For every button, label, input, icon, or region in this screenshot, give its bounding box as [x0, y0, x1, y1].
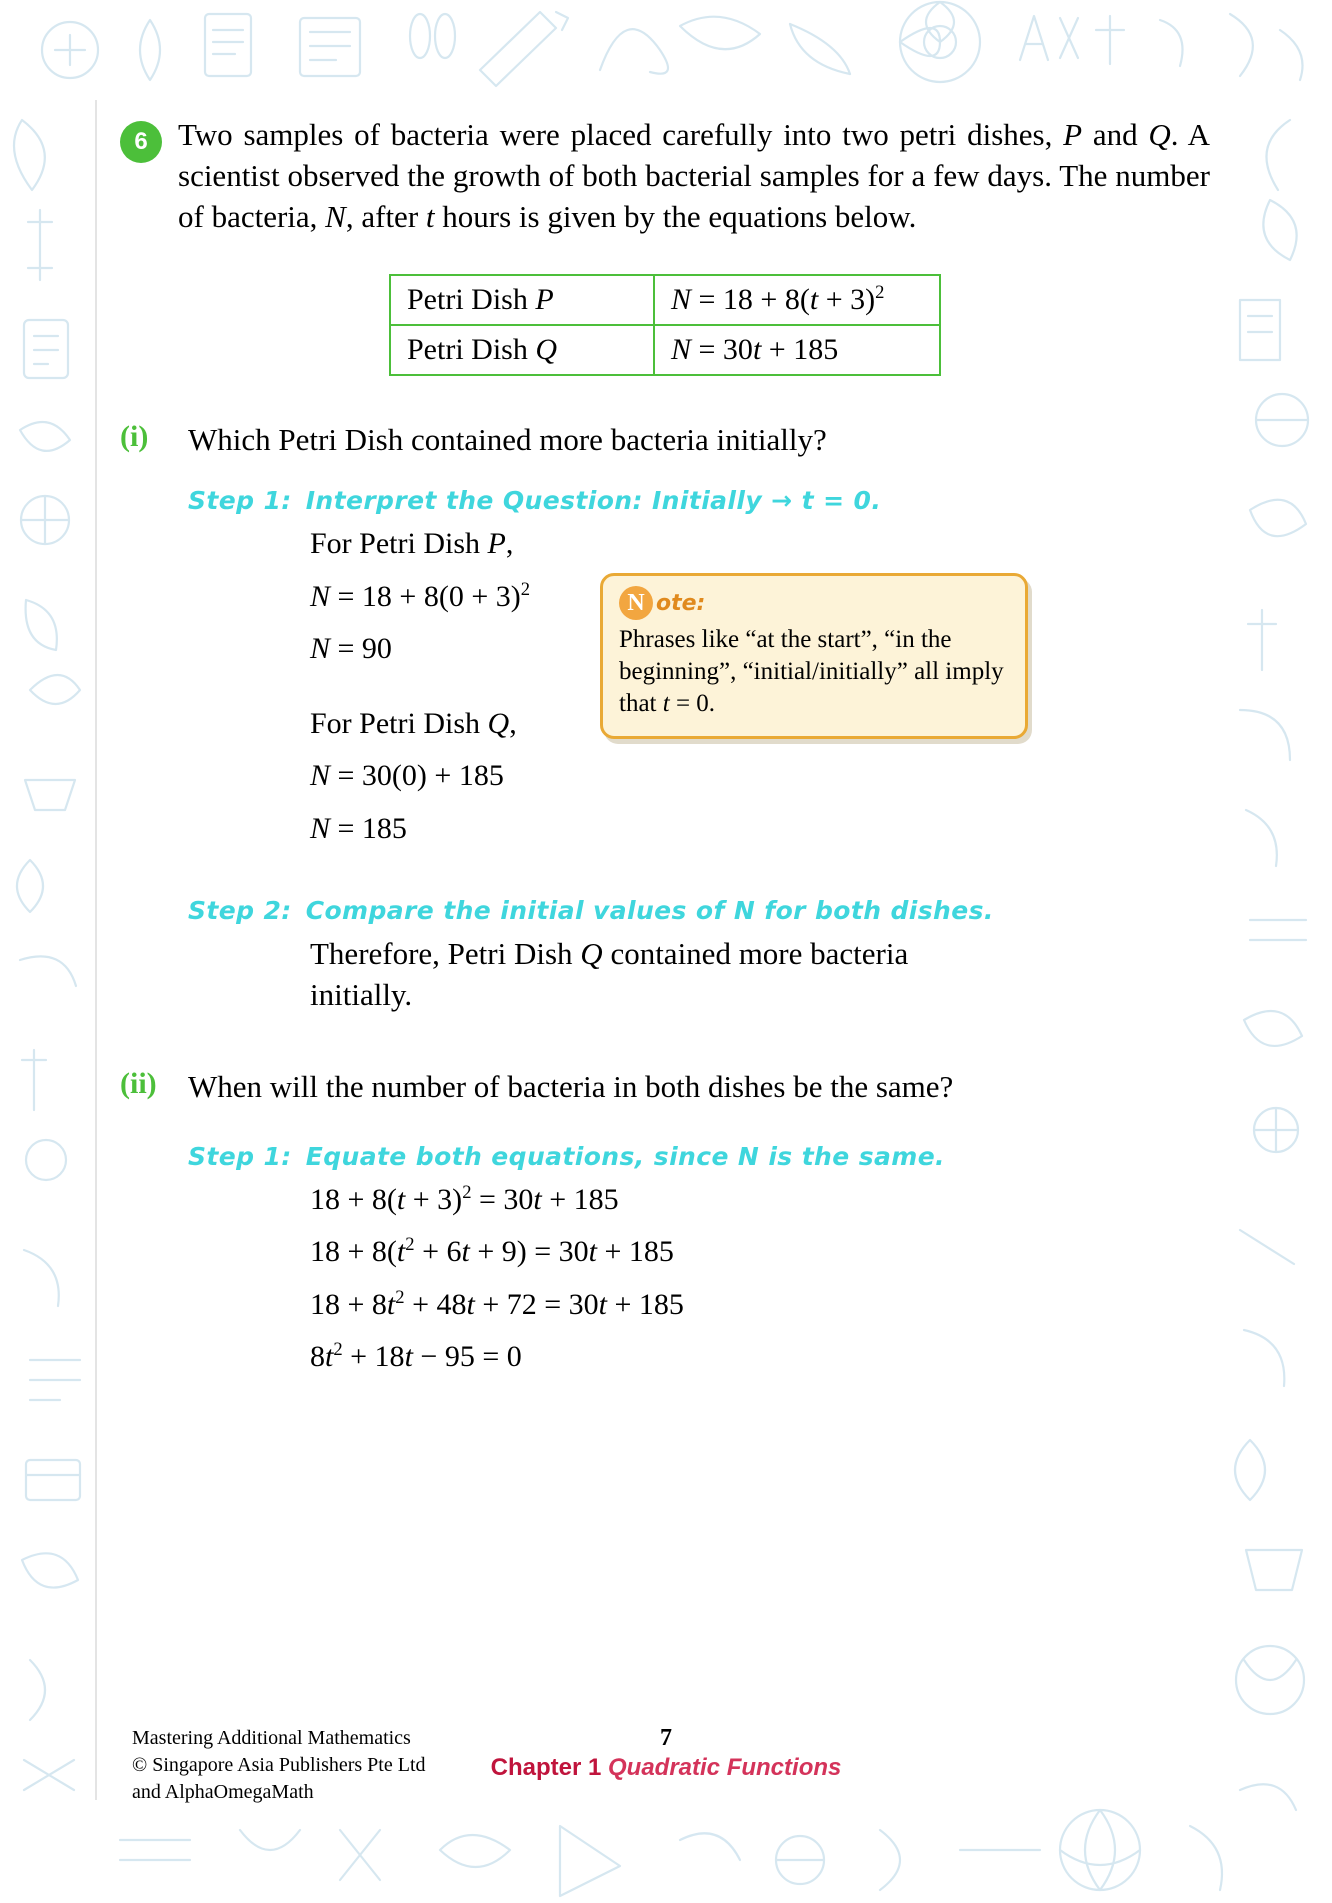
step-label: Step 1: — [188, 1141, 292, 1171]
part-i-question: Which Petri Dish contained more bacteria initially? — [188, 421, 827, 457]
working-line: $8t^2 + 18t - 95 = 0$ — [310, 1339, 522, 1374]
part-i-step-1 — [188, 486, 1210, 515]
part-ii-step-1-working — [310, 1177, 1210, 1381]
working-line: N = 185 — [310, 811, 407, 845]
working-line: $18 + 8(t + 3)^2 = 30t + 185$ — [310, 1181, 619, 1216]
working-line: For Petri Dish Q, — [310, 706, 517, 740]
part-i-number: (i) — [120, 419, 149, 453]
question-number-badge: 6 — [120, 121, 162, 163]
note-header — [619, 586, 1009, 620]
chapter-line — [0, 1754, 1332, 1782]
part-ii-question: When will the number of bacteria in both dishes be the same? — [188, 1069, 954, 1105]
working-line: N = 30(0) + 185 — [310, 759, 504, 793]
page-footer — [0, 1725, 1332, 1845]
footer-line-1: Mastering Additional Mathematics — [132, 1727, 411, 1749]
footer-line-2: © Singapore Asia Publishers Pte Ltd — [132, 1754, 426, 1776]
table-cell-equation-q: N = 30t + 185 — [654, 325, 940, 375]
note-badge-icon: N — [619, 586, 653, 620]
step-text: Interpret the Question: Initially → t = 0. — [305, 486, 882, 516]
chapter-title: Quadratic Functions — [608, 1754, 842, 1781]
question-block — [120, 115, 1210, 238]
page-number: 7 — [660, 1725, 672, 1751]
part-ii — [120, 1067, 1210, 1107]
page-content — [120, 115, 1210, 1381]
footer-chapter — [0, 1725, 1332, 1782]
chapter-label: Chapter 1 — [490, 1754, 602, 1781]
working-line: $N = 18 + 8(0 + 3)^2$ — [310, 578, 531, 613]
note-body: Phrases like “at the start”, “in the beginning”, “initial/initially” all imply that t = 0. — [619, 626, 1004, 717]
working-line: N = 90 — [310, 632, 392, 666]
step-text: Compare the initial values of N for both dishes. — [305, 896, 994, 926]
step-label: Step 2: — [188, 896, 292, 926]
working-line: $18 + 8(t^2 + 6t + 9) = 30t + 185$ — [310, 1234, 674, 1269]
question-text: Two samples of bacteria were placed carefully into two petri dishes, P and Q. A scientist observed the growth of both bacterial samples for a few days. The number of bacteria, N, after t hours is given by the equations below. — [178, 117, 1210, 234]
note-title: ote: — [656, 590, 706, 616]
table-cell-dish-q: Petri Dish Q — [390, 325, 654, 375]
table-row — [390, 325, 940, 375]
working-line: For Petri Dish P, — [310, 527, 514, 561]
footer-line-3: and AlphaOmegaMath — [132, 1781, 314, 1803]
step-text: Equate both equations, since N is the same. — [305, 1141, 945, 1171]
step-label: Step 1: — [188, 486, 292, 516]
equation-table — [389, 274, 941, 376]
table-cell-equation-p: $N = 18 + 8(t + 3)^2$ — [654, 275, 940, 325]
part-i-step-2 — [188, 896, 1210, 925]
working-line: $18 + 8t^2 + 48t + 72 = 30t + 185$ — [310, 1286, 684, 1321]
table-cell-dish-p: Petri Dish P — [390, 275, 654, 325]
part-ii-step-1 — [188, 1142, 1210, 1171]
part-i — [120, 420, 1210, 460]
part-ii-number: (ii) — [120, 1067, 157, 1101]
part-i-conclusion: Therefore, Petri Dish Q contained more bacteria initially. — [310, 936, 909, 1013]
table-row — [390, 275, 940, 325]
note-callout — [600, 573, 1028, 739]
